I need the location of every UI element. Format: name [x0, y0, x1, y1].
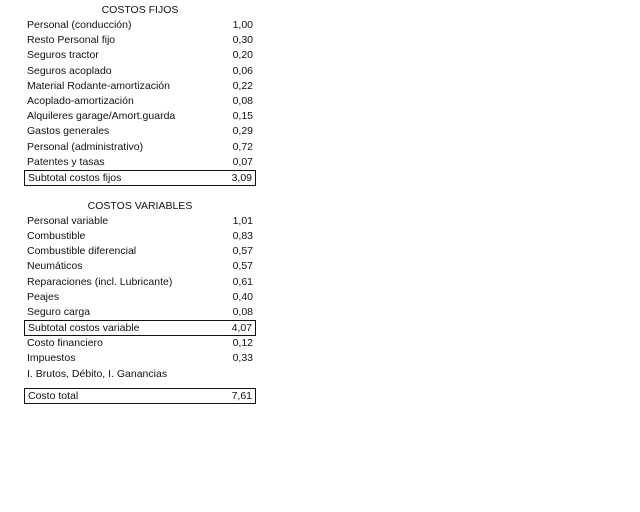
row-value: 0,06 — [232, 64, 253, 77]
row-label: Seguro carga — [27, 306, 91, 318]
row-value: 0,61 — [232, 275, 253, 288]
row-label: Costo financiero — [27, 337, 103, 350]
row-label: Material Rodante-amortización — [27, 79, 170, 92]
variable-cost-row — [24, 305, 256, 320]
row-label: Alquileres garage/Amort.guarda — [27, 110, 176, 123]
variable-subtotal-row — [24, 320, 256, 336]
other-cost-row — [24, 351, 256, 366]
fixed-cost-row — [24, 124, 256, 139]
subtotal-value: 4,07 — [231, 322, 252, 335]
row-label: Combustible — [27, 230, 86, 243]
row-label: Neumáticos — [27, 260, 83, 273]
row-label: Personal (administrativo) — [27, 140, 144, 153]
other-cost-row — [24, 336, 256, 351]
fixed-subtotal-row — [24, 170, 256, 186]
variable-costs-heading: COSTOS VARIABLES — [87, 199, 193, 212]
fixed-cost-row — [24, 64, 256, 79]
row-label: Resto Personal fijo — [27, 34, 116, 47]
row-value: 0,83 — [232, 230, 253, 243]
variable-cost-row — [24, 259, 256, 274]
row-label: Personal variable — [27, 214, 109, 227]
subtotal-label: Subtotal costos variable — [28, 322, 140, 335]
row-value: 0,30 — [232, 34, 253, 47]
row-label: Combustible diferencial — [27, 245, 137, 258]
fixed-cost-row — [24, 155, 256, 170]
row-label: Reparaciones (incl. Lubricante) — [27, 275, 173, 288]
section-spacer — [24, 186, 256, 196]
row-value: 1,01 — [232, 214, 253, 227]
subtotal-value: 3,09 — [231, 171, 252, 184]
row-label: Seguros tractor — [27, 49, 99, 62]
row-label: Personal (conducción) — [27, 19, 132, 31]
fixed-cost-row — [24, 79, 256, 94]
subtotal-label: Subtotal costos fijos — [28, 171, 122, 184]
row-label: Peajes — [27, 290, 60, 303]
row-value: 0,72 — [232, 140, 253, 153]
fixed-cost-row — [24, 94, 256, 109]
fixed-cost-row — [24, 48, 256, 63]
variable-cost-row — [24, 229, 256, 244]
row-label: I. Brutos, Débito, I. Ganancias — [27, 367, 168, 380]
fixed-costs-heading: COSTOS FIJOS — [101, 4, 179, 16]
row-value: 0,57 — [232, 260, 253, 273]
fixed-cost-row — [24, 109, 256, 124]
row-value: 1,00 — [232, 19, 253, 31]
other-cost-row — [24, 367, 256, 382]
row-label: Impuestos — [27, 352, 76, 365]
cost-table — [24, 0, 256, 404]
total-value: 7,61 — [231, 389, 252, 402]
variable-cost-row — [24, 214, 256, 229]
row-label: Acoplado-amortización — [27, 94, 134, 107]
row-label: Patentes y tasas — [27, 155, 105, 168]
fixed-cost-row — [24, 18, 256, 33]
row-value: 0,20 — [232, 49, 253, 62]
total-row — [24, 388, 256, 404]
row-value: 0,15 — [232, 110, 253, 123]
row-value: 0,57 — [232, 245, 253, 258]
total-label: Costo total — [28, 389, 79, 402]
variable-cost-row — [24, 290, 256, 305]
row-value: 0,29 — [232, 125, 253, 138]
row-value: 0,40 — [232, 290, 253, 303]
variable-cost-row — [24, 244, 256, 259]
row-value: 0,22 — [232, 79, 253, 92]
row-label: Seguros acoplado — [27, 64, 112, 77]
row-value: 0,33 — [232, 352, 253, 365]
fixed-cost-row — [24, 33, 256, 48]
row-label: Gastos generales — [27, 125, 110, 138]
fixed-cost-row — [24, 140, 256, 155]
row-value: 0,08 — [232, 306, 253, 318]
row-value: 0,07 — [232, 155, 253, 168]
row-value: 0,08 — [232, 94, 253, 107]
variable-cost-row — [24, 275, 256, 290]
row-value: 0,12 — [232, 337, 253, 350]
